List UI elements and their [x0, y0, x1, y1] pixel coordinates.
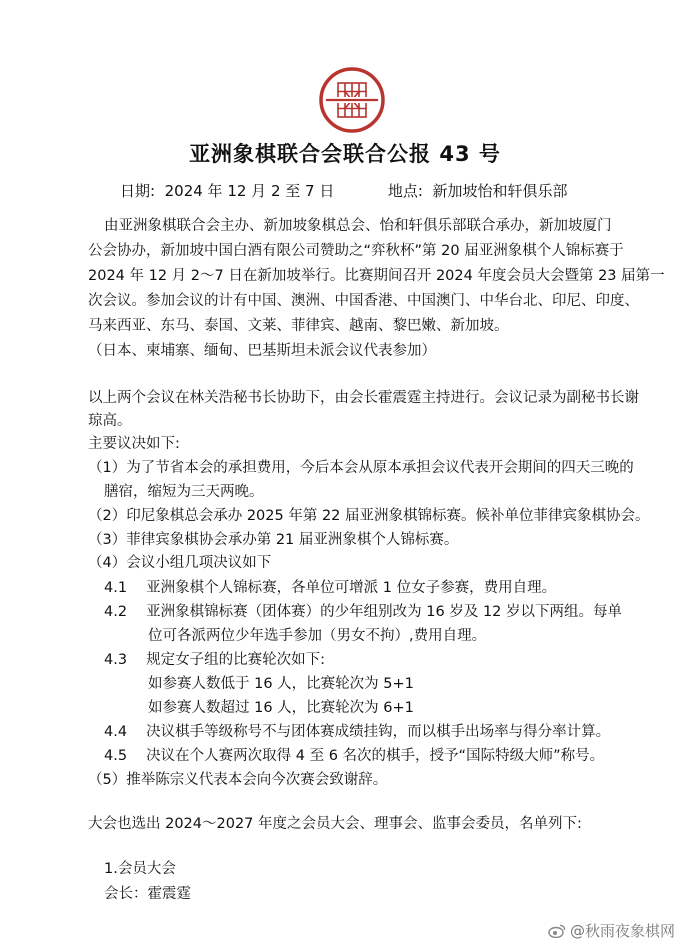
- list-heading: 1.会员大会: [104, 861, 176, 877]
- body-line: 由亚洲象棋联合会主办、新加坡象棋总会、怡和轩俱乐部联合承办，新加坡厦门: [104, 218, 612, 234]
- body-line: 大会也选出 2024～2027 年度之会员大会、理事会、监事会委员，名单列下:: [88, 816, 582, 832]
- sub-resolution: 如参赛人数超过 16 人，比赛轮次为 6+1: [148, 700, 414, 716]
- section-heading: 主要议决如下:: [88, 436, 180, 452]
- federation-logo: [318, 66, 386, 134]
- date-venue-line: [120, 180, 568, 201]
- watermark: [548, 920, 675, 941]
- resolution-item: （3）菲律宾象棋协会承办第 21 届亚洲象棋个人锦标赛。: [88, 532, 459, 548]
- page-title: 亚洲象棋联合会联合公报 43 号: [189, 142, 501, 166]
- body-line: 琼高。: [88, 413, 132, 429]
- body-line: 马来西亚、东马、泰国、文莱、菲律宾、越南、黎巴嫩、新加坡。: [88, 318, 509, 334]
- sub-resolution: 4.3 规定女子组的比赛轮次如下:: [104, 652, 326, 668]
- venue-value: 新加坡怡和轩俱乐部: [432, 182, 568, 200]
- resolution-item: （1）为了节省本会的承担费用，今后本会从原本承担会议代表开会期间的四天三晚的: [88, 460, 634, 476]
- sub-resolution: 位可各派两位少年选手参加（男女不拘）,费用自理。: [148, 628, 487, 644]
- president-line: 会长：霍震霆: [104, 886, 191, 902]
- watermark-text: @秋雨夜象棋网: [570, 922, 676, 940]
- resolution-item: 膳宿，缩短为三天两晚。: [104, 484, 264, 500]
- sub-resolution: 4.1 亚洲象棋个人锦标赛，各单位可增派 1 位女子参赛，费用自理。: [104, 580, 557, 596]
- resolution-item: （2）印尼象棋总会承办 2025 年第 22 届亚洲象棋锦标赛。候补单位菲律宾象棋协会。: [88, 508, 650, 524]
- body-line: 以上两个会议在林关浩秘书长协助下，由会长霍震霆主持进行。会议记录为副秘书长谢: [88, 390, 639, 406]
- date-label: 日期:: [120, 182, 156, 200]
- resolution-item: （5）推举陈宗义代表本会向今次赛会致谢辞。: [88, 772, 388, 788]
- sub-resolution: 如参赛人数低于 16 人，比赛轮次为 5+1: [148, 676, 414, 692]
- body-line: 公会协办，新加坡中国白酒有限公司赞助之“弈秋杯”第 20 届亚洲象棋个人锦标赛于: [88, 243, 624, 259]
- sub-resolution: 4.4 决议棋手等级称号不与团体赛成绩挂钩，而以棋手出场率与得分率计算。: [104, 724, 611, 740]
- weibo-icon: [548, 924, 566, 938]
- venue-label: 地点:: [387, 182, 423, 200]
- body-line: 次会议。参加会议的计有中国、澳洲、中国香港、中国澳门、中华台北、印尼、印度、: [88, 293, 639, 309]
- sub-resolution: 4.2 亚洲象棋锦标赛（团体赛）的少年组别改为 16 岁及 12 岁以下两组。每单: [104, 604, 623, 620]
- body-line: 2024 年 12 月 2～7 日在新加坡举行。比赛期间召开 2024 年度会员大会暨第 23 届第一: [88, 268, 665, 284]
- body-line: （日本、柬埔寨、缅甸、巴基斯坦未派会议代表参加）: [88, 343, 436, 359]
- resolution-item: （4）会议小组几项决议如下: [88, 555, 272, 571]
- sub-resolution: 4.5 决议在个人赛两次取得 4 至 6 名次的棋手，授予“国际特级大师”称号。: [104, 748, 605, 764]
- date-value: 2024 年 12 月 2 至 7 日: [164, 182, 335, 200]
